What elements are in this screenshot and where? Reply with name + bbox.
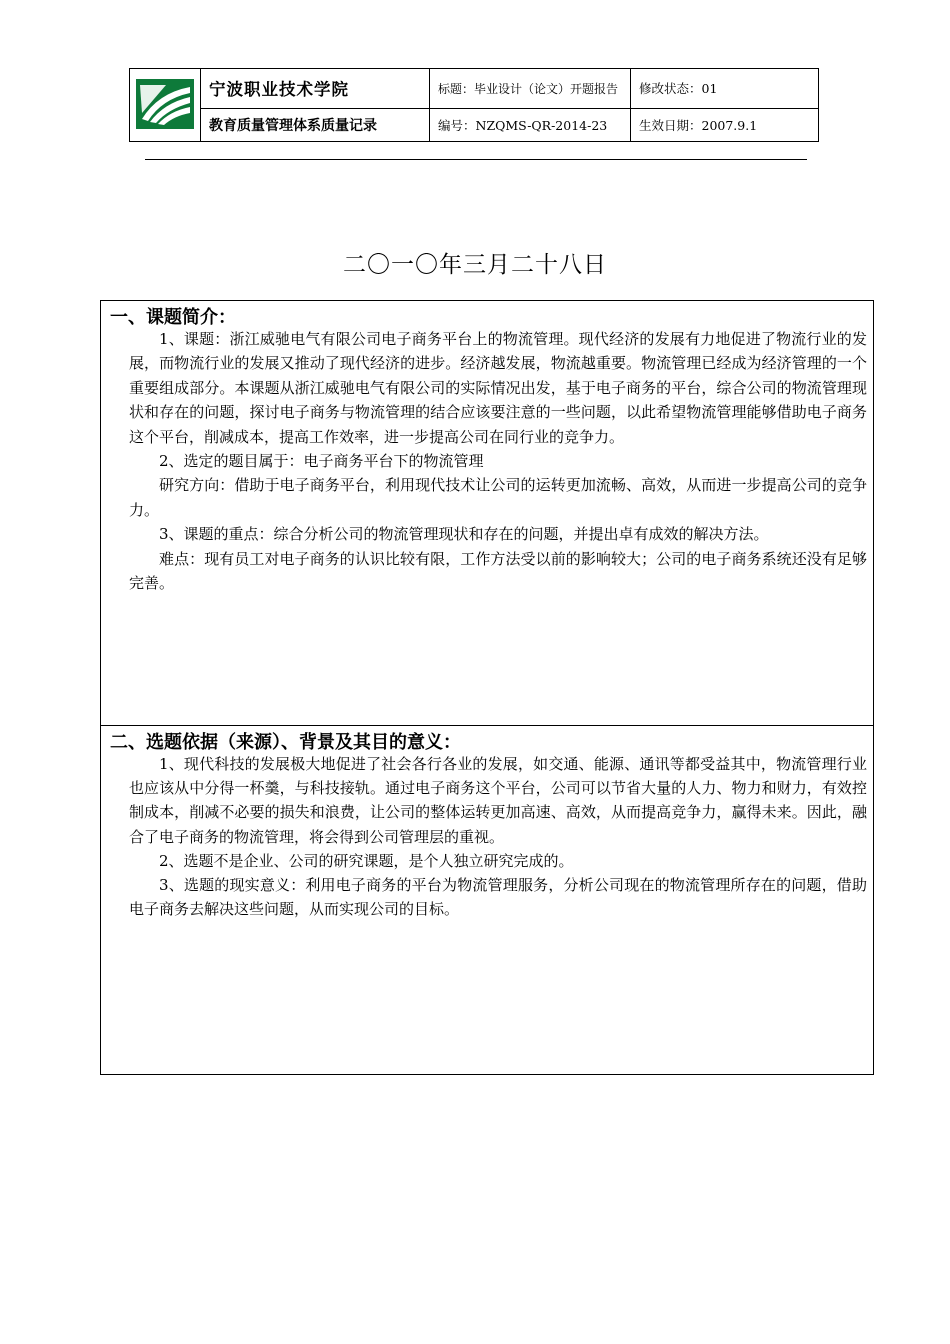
section-basis-title: 二、选题依据（来源）、背景及其目的意义：	[110, 732, 461, 753]
paragraph: 1、现代科技的发展极大地促进了社会各行各业的发展，如交通、能源、通讯等都受益其中，物流管理行业也应该从中分得一杯羹，与科技接轨。通过电子商务这个平台，公司可以节省大量的人力、物力和财力，有效控制成本，削减不必要的损失和浪费，让公司的整体运转更加高速、高效，从而提高竞争力，赢得未来。因此，融合了电子商务的物流管理，将会得到公司管理层的重视。	[129, 755, 867, 846]
section-intro-content	[129, 327, 867, 595]
school-logo-icon	[136, 79, 194, 129]
doc-title: 标题：毕业设计（论文）开题报告	[438, 81, 619, 96]
paragraph: 难点：现有员工对电子商务的认识比较有限，工作方法受以前的影响较大；公司的电子商务系统还没有足够完善。	[129, 549, 867, 593]
section-basis	[100, 725, 874, 1075]
header-divider	[145, 159, 807, 160]
paragraph: 3、选题的现实意义：利用电子商务的平台为物流管理服务，分析公司现在的物流管理所存在的问题，借助电子商务去解决这些问题，从而实现公司的目标。	[129, 876, 867, 919]
paragraph: 3、课题的重点：综合分析公司的物流管理现状和存在的问题，并提出卓有成效的解决方法。	[159, 525, 769, 544]
section-intro	[100, 300, 874, 726]
doc-code: 编号：NZQMS-QR-2014-23	[438, 117, 608, 133]
school-name: 宁波职业技术学院	[209, 80, 349, 100]
revision-cell	[631, 69, 819, 109]
code-cell	[430, 108, 631, 141]
system-name: 教育质量管理体系质量记录	[209, 117, 377, 134]
paragraph: 研究方向：借助于电子商务平台，利用现代技术让公司的运转更加流畅、高效，从而进一步提高公司的竞争力。	[129, 476, 867, 519]
paragraph: 2、选定的题目属于：电子商务平台下的物流管理	[159, 452, 484, 471]
section-intro-title: 一、课题简介：	[110, 307, 236, 328]
paragraph: 1、课题：浙江威驰电气有限公司电子商务平台上的物流管理。现代经济的发展有力地促进了物流行业的发展，而物流行业的发展又推动了现代经济的进步。经济越发展，物流越重要。物流管理已经成为经济管理的一个重要组成部分。本课题从浙江威驰电气有限公司的实际情况出发，基于电子商务的平台，综合公司的物流管理现状和存在的问题，探讨电子商务与物流管理的结合应该要注意的一些问题，以此希望物流管理能够借助电子商务这个平台，削减成本，提高工作效率，进一步提高公司在同行业的竞争力。	[129, 330, 867, 446]
school-name-cell	[201, 69, 430, 109]
system-name-cell	[201, 108, 430, 141]
revision-status: 修改状态：01	[639, 81, 718, 97]
title-cell	[430, 69, 631, 109]
header-table	[129, 68, 819, 142]
effective-date-cell	[631, 108, 819, 141]
section-basis-content	[129, 752, 867, 921]
school-logo	[130, 69, 201, 142]
effective-date: 生效日期：2007.9.1	[639, 117, 758, 133]
paragraph: 2、选题不是企业、公司的研究课题，是个人独立研究完成的。	[159, 851, 574, 870]
report-date: 二〇一〇年三月二十八日	[343, 252, 607, 278]
